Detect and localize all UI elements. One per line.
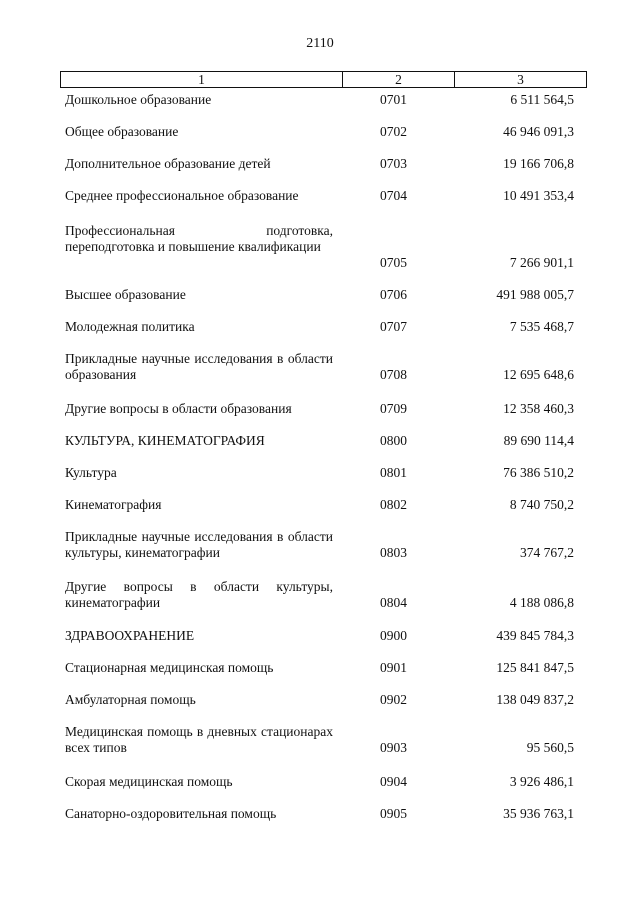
row-amount: 12 358 460,3 [503,401,574,416]
row-amount: 7 266 901,1 [509,255,574,270]
row-amount: 10 491 353,4 [503,188,574,203]
row-code: 0701 [380,92,407,107]
row-amount: 19 166 706,8 [503,156,574,171]
row-amount: 7 535 468,7 [509,319,574,334]
row-code: 0703 [380,156,407,171]
row-name: Скорая медицинская помощь [65,774,233,789]
row-amount: 46 946 091,3 [503,124,574,139]
row-code: 0800 [380,433,407,448]
row-code: 0708 [380,367,407,382]
row-code: 0709 [380,401,407,416]
row-code: 0900 [380,628,407,643]
header-col-2: 2 [343,72,455,87]
row-code: 0704 [380,188,407,203]
row-name: Прикладные научные исследования в области образования [65,351,333,382]
row-amount: 35 936 763,1 [503,806,574,821]
row-name: Медицинская помощь в дневных стационарах всех типов [65,724,333,755]
row-name: Другие вопросы в области культуры, кинематографии [65,579,333,610]
row-name: Стационарная медицинская помощь [65,660,274,675]
row-amount: 6 511 564,5 [510,92,574,107]
page-number: 2110 [306,36,334,51]
row-amount: 491 988 005,7 [496,287,574,302]
row-amount: 76 386 510,2 [503,465,574,480]
row-code: 0904 [380,774,407,789]
row-code: 0702 [380,124,407,139]
row-name: ЗДРАВООХРАНЕНИЕ [65,628,195,643]
row-name: Санаторно-оздоровительная помощь [65,806,277,821]
row-name: Дошкольное образование [65,92,212,107]
row-amount: 3 926 486,1 [509,774,574,789]
row-code: 0903 [380,740,407,755]
row-amount: 125 841 847,5 [496,660,574,675]
row-code: 0905 [380,806,407,821]
row-name: Кинематография [65,497,162,512]
row-name: Культура [65,465,117,480]
row-code: 0804 [380,595,407,610]
row-code: 0801 [380,465,407,480]
row-amount: 89 690 114,4 [503,433,574,448]
row-code: 0707 [380,319,407,334]
row-name: Профессиональная подготовка, переподготовка и повышение квалификации [65,223,333,254]
row-name: Высшее образование [65,287,186,302]
row-name: Прикладные научные исследования в области культуры, кинематографии [65,529,333,560]
row-code: 0901 [380,660,407,675]
row-code: 0803 [380,545,407,560]
row-code: 0802 [380,497,407,512]
row-name: Молодежная политика [65,319,195,334]
row-name: Амбулаторная помощь [65,692,196,707]
row-name: Другие вопросы в области образования [65,401,292,416]
header-col-3: 3 [517,72,524,87]
table-header [60,71,587,88]
row-code: 0706 [380,287,407,302]
row-amount: 439 845 784,3 [496,628,574,643]
row-name: Общее образование [65,124,179,139]
row-name: Среднее профессиональное образование [65,188,299,203]
row-amount: 374 767,2 [520,545,574,560]
row-amount: 12 695 648,6 [503,367,574,382]
row-amount: 8 740 750,2 [509,497,574,512]
row-code: 0902 [380,692,407,707]
row-amount: 95 560,5 [526,740,574,755]
row-name: Дополнительное образование детей [65,156,271,171]
row-amount: 4 188 086,8 [509,595,574,610]
header-col-1: 1 [61,72,343,87]
row-amount: 138 049 837,2 [496,692,574,707]
row-name: КУЛЬТУРА, КИНЕМАТОГРАФИЯ [65,433,265,448]
row-code: 0705 [380,255,407,270]
